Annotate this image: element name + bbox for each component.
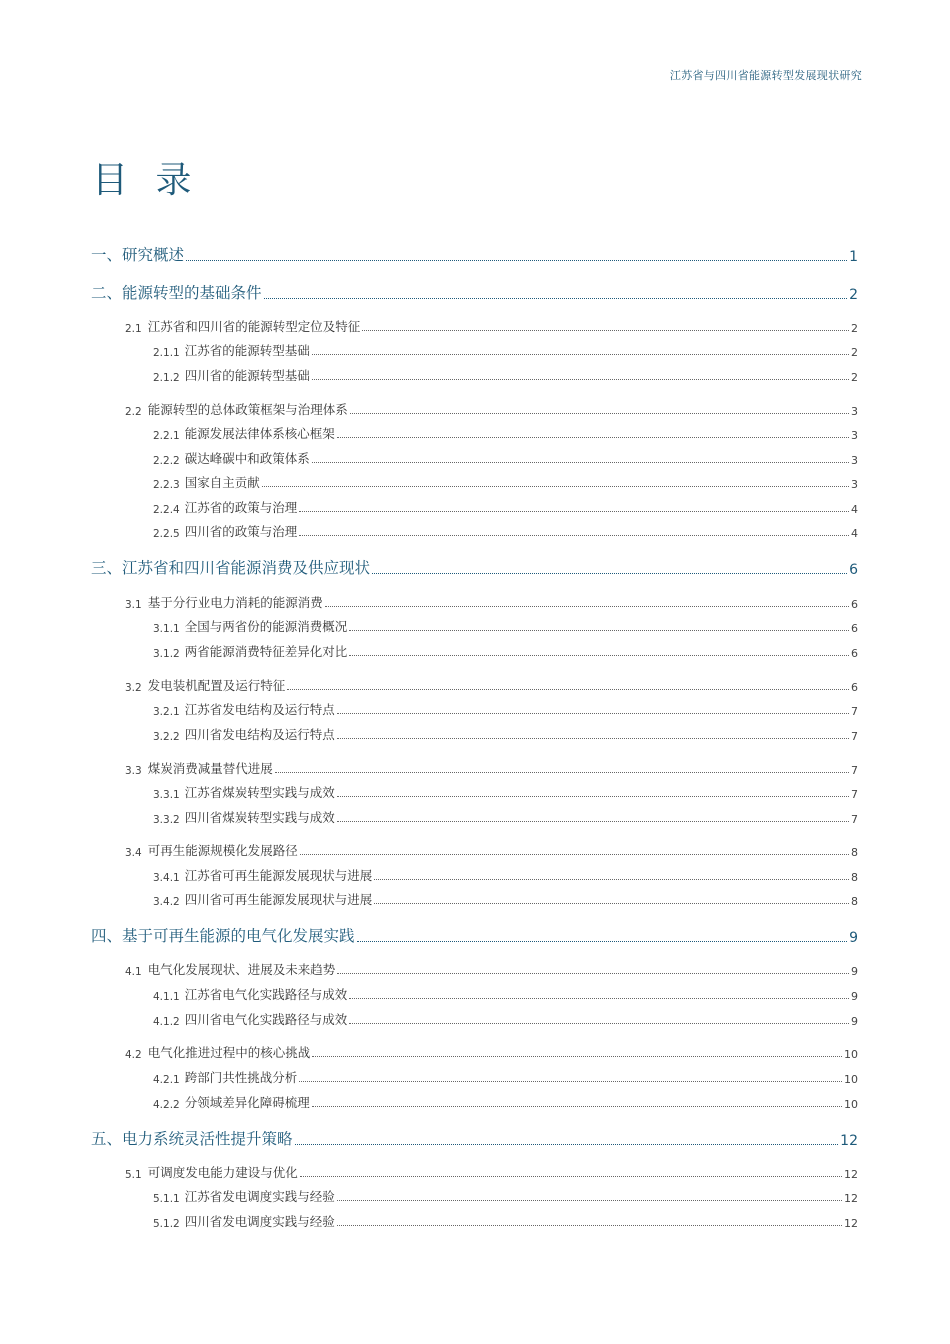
dot-leader	[372, 573, 847, 574]
toc-section-number: 3.1.1	[153, 623, 180, 635]
toc-page-number: 10	[844, 1098, 858, 1111]
toc-page-number: 12	[844, 1217, 858, 1230]
toc-section-number: 4.2.2	[153, 1099, 180, 1111]
toc-page-number: 12	[840, 1133, 858, 1149]
toc-entry-title: 电气化推进过程中的核心挑战	[147, 1045, 311, 1060]
toc-section-number: 3.1.2	[153, 648, 180, 660]
toc-entry-level-3[interactable]	[153, 341, 858, 359]
toc-entry-title: 四川省煤炭转型实践与成效	[184, 810, 335, 825]
toc-section-number: 3.2	[125, 682, 142, 694]
dot-leader	[349, 998, 849, 999]
toc-entry-level-2[interactable]	[125, 1163, 858, 1181]
toc-entry-level-3[interactable]	[153, 1093, 858, 1111]
toc-entry-title: 二、能源转型的基础条件	[91, 284, 262, 302]
toc-page-number: 2	[849, 287, 858, 303]
toc-section-number: 2.1.1	[153, 347, 180, 359]
dot-leader	[312, 1056, 842, 1057]
toc-page-number: 4	[851, 527, 858, 540]
toc-page-number: 7	[851, 764, 858, 777]
toc-entry-title: 碳达峰碳中和政策体系	[184, 451, 310, 466]
toc-entry-title: 能源转型的总体政策框架与治理体系	[147, 402, 348, 417]
toc-section-number: 3.3	[125, 765, 142, 777]
toc-page-number: 3	[851, 478, 858, 491]
dot-leader	[337, 821, 849, 822]
dot-leader	[262, 486, 849, 487]
toc-section-number: 2.2.4	[153, 504, 180, 516]
toc-entry-level-1[interactable]	[91, 556, 858, 578]
dot-leader	[362, 330, 849, 331]
page-title: 目 录	[92, 160, 200, 201]
toc-entry-title: 江苏省可再生能源发展现状与进展	[184, 868, 373, 883]
toc-section-number: 3.3.2	[153, 814, 180, 826]
toc-entry-title: 江苏省煤炭转型实践与成效	[184, 785, 335, 800]
toc-page-number: 7	[851, 813, 858, 826]
toc-entry-title: 发电装机配置及运行特征	[147, 678, 286, 693]
toc-entry-level-3[interactable]	[153, 1212, 858, 1230]
toc-entry-title: 国家自主贡献	[184, 475, 260, 490]
toc-entry-level-1[interactable]	[91, 1127, 858, 1149]
toc-page-number: 10	[844, 1048, 858, 1061]
toc-entry-level-3[interactable]	[153, 1010, 858, 1028]
toc-entry-level-2[interactable]	[125, 841, 858, 859]
toc-entry-title: 两省能源消费特征差异化对比	[184, 644, 348, 659]
toc-page-number: 3	[851, 454, 858, 467]
toc-section-number: 3.4.1	[153, 872, 180, 884]
toc-page-number: 6	[851, 622, 858, 635]
dot-leader	[337, 437, 849, 438]
toc-entry-title: 四川省电气化实践路径与成效	[184, 1012, 348, 1027]
toc-entry-level-3[interactable]	[153, 985, 858, 1003]
toc-entry-title: 电气化发展现状、进展及未来趋势	[147, 962, 336, 977]
toc-section-number: 3.4	[125, 847, 142, 859]
toc-page-number: 7	[851, 705, 858, 718]
toc-entry-level-3[interactable]	[153, 522, 858, 540]
dot-leader	[312, 1106, 842, 1107]
dot-leader	[349, 1023, 849, 1024]
toc-entry-level-3[interactable]	[153, 473, 858, 491]
toc-section-number: 3.1	[125, 599, 142, 611]
toc-page-number: 9	[849, 930, 858, 946]
toc-entry-level-1[interactable]	[91, 924, 858, 946]
toc-section-number: 4.1.1	[153, 991, 180, 1003]
toc-entry-level-3[interactable]	[153, 498, 858, 516]
toc-section-number: 5.1.2	[153, 1218, 180, 1230]
toc-entry-title: 江苏省发电调度实践与经验	[184, 1189, 335, 1204]
toc-entry-level-3[interactable]	[153, 617, 858, 635]
dot-leader	[299, 1081, 842, 1082]
toc-page-number: 6	[849, 562, 858, 578]
toc-entry-level-1[interactable]	[91, 243, 858, 265]
dot-leader	[300, 1176, 842, 1177]
toc-section-number: 4.1	[125, 966, 142, 978]
dot-leader	[264, 298, 848, 299]
dot-leader	[300, 854, 849, 855]
toc-section-number: 2.1	[125, 323, 142, 335]
dot-leader	[349, 630, 849, 631]
toc-entry-title: 一、研究概述	[91, 246, 185, 264]
toc-section-number: 2.1.2	[153, 372, 180, 384]
toc-page-number: 2	[851, 371, 858, 384]
toc-entry-level-3[interactable]	[153, 808, 858, 826]
toc-section-number: 2.2	[125, 406, 142, 418]
dot-leader	[349, 655, 849, 656]
toc-section-number: 5.1	[125, 1169, 142, 1181]
toc-page-number: 6	[851, 598, 858, 611]
toc-page-number: 8	[851, 846, 858, 859]
toc-section-number: 5.1.1	[153, 1193, 180, 1205]
toc-entry-level-3[interactable]	[153, 1068, 858, 1086]
dot-leader	[186, 260, 847, 261]
dot-leader	[337, 713, 849, 714]
toc-entry-level-3[interactable]	[153, 366, 858, 384]
dot-leader	[374, 879, 849, 880]
toc-page-number: 2	[851, 322, 858, 335]
toc-entry-title: 全国与两省份的能源消费概况	[184, 619, 348, 634]
dot-leader	[299, 535, 849, 536]
toc-entry-level-3[interactable]	[153, 866, 858, 884]
toc-entry-title: 跨部门共性挑战分析	[184, 1070, 298, 1085]
dot-leader	[312, 379, 849, 380]
toc-entry-title: 四、基于可再生能源的电气化发展实践	[91, 927, 355, 945]
toc-entry-level-2[interactable]	[125, 960, 858, 978]
dot-leader	[337, 796, 849, 797]
toc-entry-title: 江苏省的政策与治理	[184, 500, 298, 515]
toc-entry-level-3[interactable]	[153, 1187, 858, 1205]
toc-entry-level-2[interactable]	[125, 400, 858, 418]
toc-page-number: 9	[851, 1015, 858, 1028]
toc-entry-level-3[interactable]	[153, 449, 858, 467]
toc-section-number: 2.2.2	[153, 455, 180, 467]
toc-entry-level-2[interactable]	[125, 317, 858, 335]
toc-page-number: 12	[844, 1168, 858, 1181]
dot-leader	[287, 689, 849, 690]
toc-entry-title: 四川省可再生能源发展现状与进展	[184, 892, 373, 907]
toc-entry-title: 四川省发电调度实践与经验	[184, 1214, 335, 1229]
toc-section-number: 4.1.2	[153, 1016, 180, 1028]
toc-entry-title: 能源发展法律体系核心框架	[184, 426, 335, 441]
dot-leader	[337, 973, 849, 974]
toc-entry-title: 四川省发电结构及运行特点	[184, 727, 335, 742]
toc-page-number: 6	[851, 681, 858, 694]
toc-section-number: 3.4.2	[153, 896, 180, 908]
toc-entry-title: 五、电力系统灵活性提升策略	[91, 1130, 293, 1148]
toc-section-number: 4.2	[125, 1049, 142, 1061]
dot-leader	[295, 1144, 839, 1145]
toc-page-number: 3	[851, 429, 858, 442]
running-header: 江苏省与四川省能源转型发展现状研究	[669, 69, 862, 82]
toc-entry-level-2[interactable]	[125, 759, 858, 777]
toc-section-number: 4.2.1	[153, 1074, 180, 1086]
toc-page-number: 7	[851, 730, 858, 743]
dot-leader	[337, 1200, 842, 1201]
toc-page-number: 3	[851, 405, 858, 418]
toc-page-number: 8	[851, 895, 858, 908]
toc-entry-title: 江苏省的能源转型基础	[184, 343, 310, 358]
toc-entry-title: 可再生能源规模化发展路径	[147, 843, 298, 858]
toc-entry-level-3[interactable]	[153, 725, 858, 743]
dot-leader	[374, 903, 849, 904]
toc-entry-title: 三、江苏省和四川省能源消费及供应现状	[91, 559, 371, 577]
toc-page-number: 8	[851, 871, 858, 884]
dot-leader	[275, 772, 849, 773]
dot-leader	[337, 1225, 842, 1226]
toc-entry-level-3[interactable]	[153, 642, 858, 660]
toc-entry-level-3[interactable]	[153, 890, 858, 908]
dot-leader	[337, 738, 849, 739]
toc-section-number: 2.2.3	[153, 479, 180, 491]
toc-page-number: 1	[849, 249, 858, 265]
toc-page-number: 12	[844, 1192, 858, 1205]
dot-leader	[325, 606, 849, 607]
toc-entry-title: 煤炭消费减量替代进展	[147, 761, 273, 776]
toc-entry-level-3[interactable]	[153, 424, 858, 442]
toc-section-number: 2.2.1	[153, 430, 180, 442]
toc-entry-level-3[interactable]	[153, 783, 858, 801]
toc-entry-level-2[interactable]	[125, 593, 858, 611]
toc-entry-title: 江苏省电气化实践路径与成效	[184, 987, 348, 1002]
toc-entry-level-2[interactable]	[125, 1043, 858, 1061]
dot-leader	[312, 354, 849, 355]
toc-section-number: 2.2.5	[153, 528, 180, 540]
toc-entry-title: 四川省的能源转型基础	[184, 368, 310, 383]
toc-section-number: 3.3.1	[153, 789, 180, 801]
dot-leader	[312, 462, 849, 463]
toc-entry-title: 江苏省和四川省的能源转型定位及特征	[147, 319, 361, 334]
toc-entry-title: 可调度发电能力建设与优化	[147, 1165, 298, 1180]
toc-entry-title: 基于分行业电力消耗的能源消费	[147, 595, 323, 610]
dot-leader	[350, 413, 849, 414]
dot-leader	[299, 511, 849, 512]
toc-page-number: 6	[851, 647, 858, 660]
toc-section-number: 3.2.2	[153, 731, 180, 743]
dot-leader	[357, 941, 848, 942]
toc-page-number: 4	[851, 503, 858, 516]
toc-entry-title: 四川省的政策与治理	[184, 524, 298, 539]
toc-page-number: 7	[851, 788, 858, 801]
toc-page-number: 10	[844, 1073, 858, 1086]
toc-page-number: 2	[851, 346, 858, 359]
toc-entry-level-3[interactable]	[153, 700, 858, 718]
toc-section-number: 3.2.1	[153, 706, 180, 718]
toc-entry-title: 分领域差异化障碍梳理	[184, 1095, 310, 1110]
toc-entry-level-1[interactable]	[91, 281, 858, 303]
toc-page-number: 9	[851, 990, 858, 1003]
toc-page-number: 9	[851, 965, 858, 978]
toc-entry-title: 江苏省发电结构及运行特点	[184, 702, 335, 717]
toc-entry-level-2[interactable]	[125, 676, 858, 694]
